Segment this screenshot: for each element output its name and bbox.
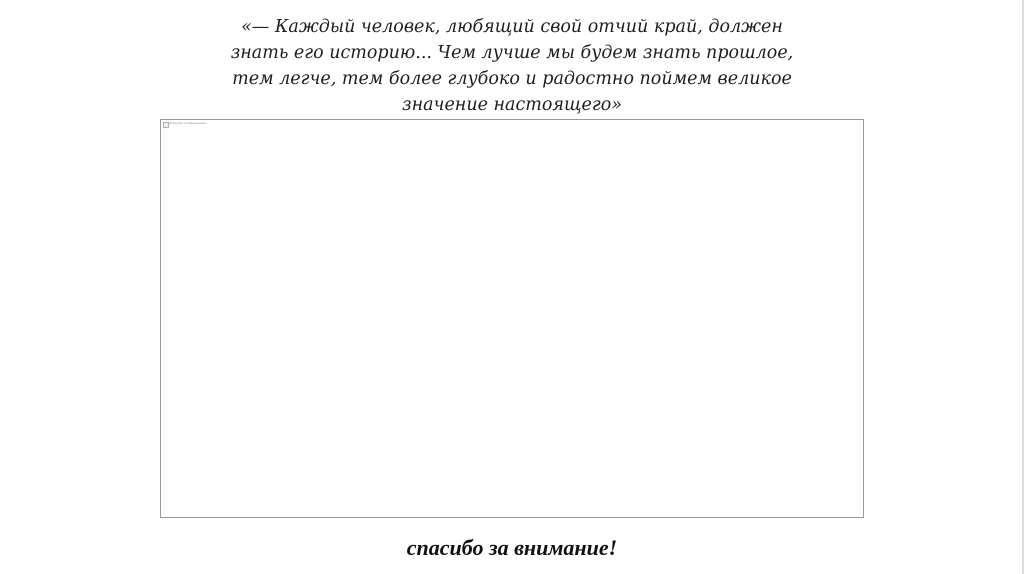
- quote-line-1: «— Каждый человек, любящий свой отчий край, должен: [241, 17, 783, 37]
- image-caption: Загрузка изображения...: [169, 121, 209, 125]
- quote-text: [200, 14, 824, 118]
- image-placeholder-frame: [160, 119, 864, 518]
- quote-line-3: тем легче, тем более глубоко и радостно поймем великое: [232, 69, 792, 89]
- closing-text: спасибо за внимание!: [406, 535, 618, 560]
- quote-line-4: значение настоящего»: [402, 95, 622, 115]
- quote-line-2: знать его историю... Чем лучше мы будем знать прошлое,: [230, 43, 794, 63]
